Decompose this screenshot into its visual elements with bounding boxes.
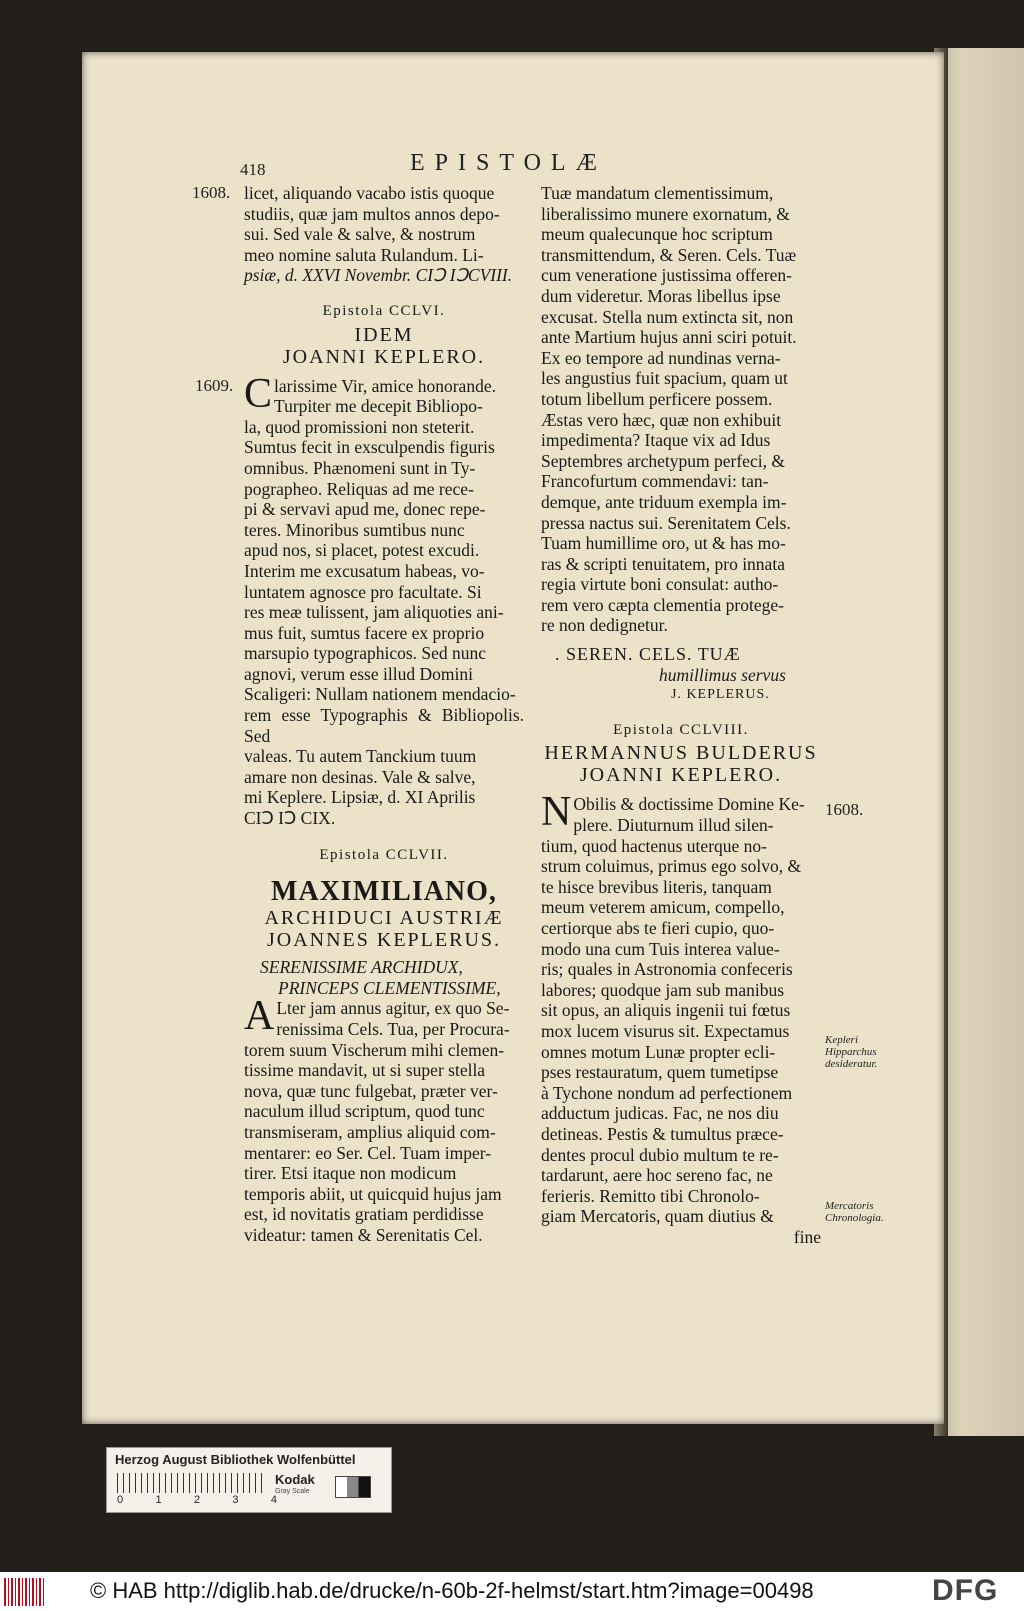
text-line: regia virtute boni consulat: autho-	[541, 574, 779, 595]
text-line: teres. Minoribus sumtibus nunc	[244, 519, 465, 540]
epistola-256-title-1: IDEM	[354, 323, 414, 346]
color-calibration-card	[106, 1447, 392, 1513]
text-line: totum libellum perficere possem.	[541, 388, 773, 409]
text-line: tissime mandavit, ut si super stella	[244, 1060, 486, 1081]
signature-line-3: J. KEPLERUS.	[671, 687, 770, 703]
hab-barcode-logo	[4, 1578, 46, 1606]
text-line: ris; quales in Astronomia confeceris	[541, 959, 793, 980]
text-line: dentes procul dubio multum te re-	[541, 1144, 779, 1165]
margin-year-1608: 1608.	[192, 183, 231, 202]
text-line: labores; quodque jam sub manibus	[541, 979, 785, 1000]
catchword: fine	[793, 1226, 821, 1247]
scale-number: 0	[117, 1494, 124, 1506]
text-line: ante Martium hujus anni sciri potuit.	[541, 327, 797, 348]
text-line: torem suum Vischerum mihi clemen-	[244, 1039, 505, 1060]
text-line: Æstas vero hæc, quæ non exhibuit	[541, 409, 782, 430]
text-line: videatur: tamen & Serenitatis Cel.	[244, 1224, 483, 1245]
scale-numbers	[117, 1494, 277, 1506]
scale-number: 1	[155, 1494, 162, 1506]
text-line: transmiseram, amplius aliquid com-	[244, 1121, 496, 1142]
library-name: Herzog August Bibliothek Wolfenbüttel	[115, 1452, 356, 1467]
text-line: Scaligeri: Nullam nationem mendacio-	[244, 684, 516, 705]
kodak-logo: Kodak	[275, 1472, 315, 1487]
facing-page-edge	[944, 48, 1024, 1436]
text-line: sui. Sed vale & salve, & nostrum	[244, 224, 476, 245]
source-url[interactable]: © HAB http://diglib.hab.de/drucke/n-60b-2f-helmst/start.htm?image=00498	[90, 1578, 814, 1603]
gray-scale-label: Gray Scale	[275, 1488, 310, 1495]
drop-cap: A	[244, 993, 275, 1040]
text-line: valeas. Tu autem Tanckium tuum	[244, 746, 477, 767]
text-line: tium, quod hactenus uterque no-	[541, 835, 767, 856]
text-line: est, id novitatis gratiam perdidisse	[244, 1204, 484, 1225]
text-line: tardarunt, aere hoc sereno fac, ne	[541, 1165, 773, 1186]
scale-number: 3	[232, 1494, 239, 1506]
signature-line-2: humillimus servus	[659, 664, 786, 685]
text-line: strum coluimus, primus ego solvo, &	[541, 856, 802, 877]
text-line: la, quod promissioni non steterit.	[244, 416, 475, 437]
text-line: dum videretur. Moras libellus ipse	[541, 285, 781, 306]
text-line: renissima Cels. Tua, per Procura-	[276, 1019, 510, 1039]
text-line: Tuam humillime oro, ut & has mo-	[541, 533, 786, 554]
letter-257-continuation	[541, 183, 821, 636]
text-line: impedimenta? Itaque vix ad Idus	[541, 430, 771, 451]
text-line: meum veterem amicum, compello,	[541, 897, 785, 918]
text-line: Interim me excusatum habeas, vo-	[244, 560, 485, 581]
epistola-257-title-3: JOANNES KEPLERUS.	[266, 929, 502, 952]
left-column	[244, 183, 524, 1246]
text-line: certiorque abs te fieri cupio, quo-	[541, 918, 775, 938]
text-line: les angustius fuit spacium, quam ut	[541, 368, 788, 389]
epistola-257-title-2: ARCHIDUCI AUSTRIÆ	[264, 907, 504, 930]
margin-note-kepleri: Kepleri Hipparchus desideratur.	[825, 1034, 878, 1070]
text-line: luntatem agnosce pro facultate. Si	[244, 581, 482, 602]
text-line: modo una cum Tuis interea value-	[541, 938, 780, 959]
text-line: pressa nactus sui. Serenitatem Cels.	[541, 512, 791, 533]
scale-ruler	[117, 1473, 267, 1493]
scale-number: 2	[193, 1494, 201, 1506]
margin-note-mercatoris: Mercatoris Chronologia.	[825, 1200, 884, 1224]
text-line: à Tychone nondum ad perfectionem	[541, 1082, 793, 1103]
text-line: demque, ante triduum exempla im-	[541, 491, 787, 512]
epistola-257-heading: Epistola CCLVII.	[319, 846, 449, 863]
letter-256-body	[244, 370, 524, 829]
text-line: plere. Diuturnum illud silen-	[573, 815, 774, 836]
letter-258-body	[541, 789, 821, 1227]
salutation-2: PRINCEPS CLEMENTISSIME,	[278, 977, 501, 998]
text-line: res meæ tulissent, jam aliquoties ani-	[244, 602, 504, 623]
text-line: agnovi, verum esse illud Domini	[244, 663, 473, 684]
text-line: Septembres archetypum perfeci, &	[541, 450, 785, 471]
drop-cap: C	[244, 370, 273, 417]
drop-cap: N	[541, 789, 572, 836]
letter-255-dateline: psiæ, d. XXVI Novembr. CIↃ IↃCVIII.	[244, 265, 513, 286]
scale-number: 4	[270, 1494, 277, 1506]
epistola-258-title-1: HERMANNUS BULDERUS	[544, 742, 818, 765]
epistola-256-heading: Epistola CCLVI.	[322, 302, 446, 319]
text-line: larissime Vir, amice honorande.	[274, 375, 496, 396]
letter-258-text	[541, 789, 821, 1227]
text-line: rem vero cæpta clementia protege-	[541, 594, 784, 615]
text-line: transmittendum, & Seren. Cels. Tuæ	[541, 244, 797, 265]
text-line: Sumtus fecit in exsculpendis figuris	[244, 437, 495, 458]
text-line: te hisce brevibus literis, tanquam	[541, 876, 772, 897]
text-line: ras & scripti tenuitatem, pro innata	[541, 553, 785, 574]
text-line: licet, aliquando vacabo istis quoque	[244, 183, 495, 203]
right-column	[541, 183, 821, 1248]
text-line: studiis, quæ jam multos annos depo-	[244, 203, 500, 224]
signature-line-1: . SEREN. CELS. TUÆ	[555, 644, 741, 665]
text-line: Turpiter me decepit Bibliopo-	[274, 396, 483, 417]
text-line: giam Mercatoris, quam diutius &	[541, 1206, 774, 1227]
text-line: marsupio typographicos. Sed nunc	[244, 643, 487, 664]
text-line: CIↃ IↃ CIX.	[244, 808, 336, 829]
page-number: 418	[240, 160, 266, 179]
text-line: mox lucem visurus sit. Expectamus	[541, 1020, 790, 1041]
text-line: pses restauratum, quem tumetipse	[541, 1062, 779, 1083]
dfg-logo: DFG	[932, 1574, 999, 1607]
salutation-1: SERENISSIME ARCHIDUX,	[260, 957, 463, 978]
text-line: apud nos, si placet, potest excudi.	[244, 540, 480, 561]
text-line: mus fuit, sumtus facere ex proprio	[244, 622, 485, 643]
running-title: EPISTOLÆ	[410, 150, 607, 176]
text-line: tirer. Etsi itaque non modicum	[244, 1163, 457, 1184]
footer-bar	[0, 1572, 1024, 1611]
text-line: meo nomine saluta Rulandum. Li-	[244, 244, 484, 265]
text-line: rem esse Typographis & Bibliopolis. Sed	[244, 705, 524, 746]
text-line: mentarer: eo Ser. Cel. Tuam imper-	[244, 1142, 492, 1163]
text-line: Tuæ mandatum clementissimum,	[541, 183, 774, 203]
text-line: ferieris. Remitto tibi Chronolo-	[541, 1185, 760, 1206]
text-line: Obilis & doctissime Domine Ke-	[573, 794, 805, 815]
text-line: omnes motum Lunæ propter ecli-	[541, 1041, 776, 1062]
text-line: omnibus. Phænomeni sunt in Ty-	[244, 457, 476, 478]
epistola-258-title-2: JOANNI KEPLERO.	[579, 764, 783, 787]
text-line: pographeo. Reliquas ad me rece-	[244, 478, 474, 499]
text-line: naculum illud scriptum, quod tunc	[244, 1101, 485, 1122]
text-line: sit opus, an aliquis ingenii tui fœtus	[541, 1000, 791, 1021]
text-line: Lter jam annus agitur, ex quo Se-	[276, 998, 510, 1019]
gray-scale-swatch	[335, 1476, 371, 1498]
text-line: excusat. Stella num extincta sit, non	[541, 306, 794, 327]
text-line: temporis abiit, ut quicquid hujus jam	[244, 1183, 502, 1204]
epistola-258-heading: Epistola CCLVIII.	[613, 721, 749, 738]
text-line: liberalissimo munere exornatum, &	[541, 203, 790, 224]
letter-256-text	[244, 370, 524, 829]
text-line: detineas. Pestis & tumultus præce-	[541, 1123, 784, 1144]
text-line: adductum judicas. Fac, ne nos diu	[541, 1103, 779, 1124]
margin-year-1608-right: 1608.	[825, 800, 864, 819]
epistola-256-title-2: JOANNI KEPLERO.	[282, 345, 486, 368]
text-line: nova, quæ tunc fulgebat, præter ver-	[244, 1080, 498, 1101]
text-line: Francofurtum commendavi: tan-	[541, 471, 769, 492]
letter-257-text	[244, 993, 524, 1245]
text-line: mi Keplere. Lipsiæ, d. XI Aprilis	[244, 787, 476, 808]
epistola-257-addressee: MAXIMILIANO,	[271, 876, 497, 908]
text-line: re non dedignetur.	[541, 615, 668, 636]
text-line: cum veneratione justissima offeren-	[541, 265, 792, 286]
margin-year-1609: 1609.	[195, 376, 234, 395]
text-line: pi & servavi apud me, donec repe-	[244, 499, 486, 520]
letter-257-body	[244, 993, 524, 1245]
text-line: Ex eo tempore ad nundinas verna-	[541, 347, 781, 368]
text-line: meum qualecunque hoc scriptum	[541, 224, 773, 245]
letter-255-ending	[244, 183, 524, 265]
text-line: amare non desinas. Vale & salve,	[244, 766, 476, 787]
